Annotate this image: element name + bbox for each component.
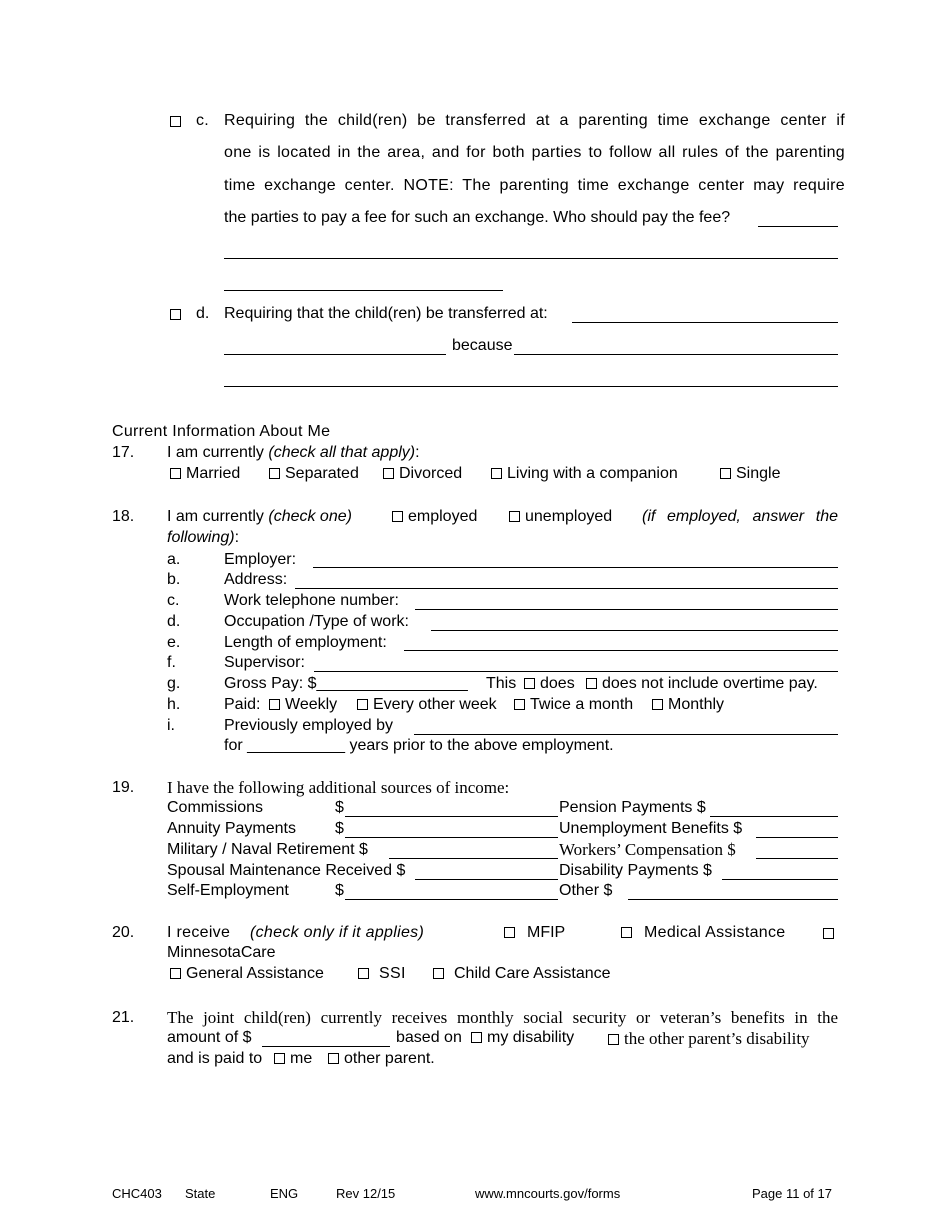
my-disability-checkbox[interactable] [471, 1032, 482, 1043]
q21-other-disability[interactable]: the other parent’s disability [608, 1029, 810, 1049]
q21-my-disability[interactable]: my disability [471, 1029, 574, 1047]
paid-twice-month[interactable]: Twice a month [514, 696, 633, 714]
length-employment-label: Length of employment: [224, 634, 387, 651]
q18h-letter: h. [167, 696, 181, 713]
other-parent-checkbox[interactable] [328, 1053, 339, 1064]
because-field[interactable] [514, 354, 838, 355]
self-employment-label: Self-Employment [167, 882, 289, 899]
divorced-checkbox[interactable] [383, 468, 394, 479]
minnesotacare-label: MinnesotaCare [167, 944, 276, 961]
because-field-line2[interactable] [224, 386, 838, 387]
workers-comp-field[interactable] [756, 858, 838, 859]
q21-line1: The joint child(ren) currently receives monthly social security or veteran’s benefits in the [167, 1008, 838, 1027]
item-c-line2: one is located in the area, and for both parties to follow all rules of the parenting [224, 144, 845, 161]
previous-employer-field[interactable] [414, 734, 838, 735]
employer-field[interactable] [313, 567, 838, 568]
ssi-checkbox[interactable] [358, 968, 369, 979]
q20-prefix: I receive [167, 924, 231, 941]
annuity-field[interactable] [345, 837, 558, 838]
q17-option-separated[interactable]: Separated [269, 465, 359, 483]
item-d-checkbox[interactable] [170, 309, 181, 320]
unemployment-field[interactable] [756, 837, 838, 838]
paid-label: Paid: [224, 696, 261, 713]
q20-ssi[interactable]: SSI [358, 965, 406, 983]
q17-option-companion[interactable]: Living with a companion [491, 465, 678, 483]
q20-general-assistance[interactable]: General Assistance [170, 965, 324, 983]
section-heading: Current Information About Me [112, 423, 331, 440]
q18b-letter: b. [167, 571, 181, 588]
medical-assistance-checkbox[interactable] [621, 927, 632, 938]
does-include-checkbox[interactable] [524, 678, 535, 689]
military-label: Military / Naval Retirement $ [167, 841, 368, 858]
q18i-letter: i. [167, 717, 175, 734]
transfer-location-field-line2[interactable] [224, 354, 446, 355]
employer-label: Employer: [224, 551, 297, 568]
address-field[interactable] [295, 588, 838, 589]
self-employment-field[interactable] [345, 899, 558, 900]
q17-option-single[interactable]: Single [720, 465, 780, 483]
q17-option-married[interactable]: Married [170, 465, 240, 483]
q18-note-line2: following): [167, 529, 240, 546]
fee-payer-field[interactable] [758, 226, 838, 227]
q20-medical-assistance[interactable]: Medical Assistance [621, 924, 785, 942]
footer-revision: Rev 12/15 [336, 1186, 396, 1201]
q18f-letter: f. [167, 654, 176, 671]
commissions-dollar: $ [335, 799, 344, 816]
spousal-label: Spousal Maintenance Received $ [167, 862, 406, 879]
gross-this: This [486, 675, 517, 692]
q17-text: I am currently (check all that apply): [167, 444, 420, 461]
item-d-letter: d. [196, 305, 210, 322]
paid-every-other-week[interactable]: Every other week [357, 696, 497, 714]
length-employment-field[interactable] [404, 650, 838, 651]
q18-note-line1: (if employed, answer the [642, 508, 838, 525]
occupation-field[interactable] [431, 630, 838, 631]
item-d-text: Requiring that the child(ren) be transferred at: [224, 305, 548, 322]
disability-field[interactable] [722, 879, 838, 880]
q21-me[interactable]: me [274, 1050, 312, 1068]
q20-number: 20. [112, 924, 135, 941]
paid-weekly[interactable]: Weekly [269, 696, 337, 714]
q21-paid-to: and is paid to [167, 1050, 263, 1067]
q21-amount-label: amount of $ [167, 1029, 252, 1046]
unemployed-checkbox[interactable] [509, 511, 520, 522]
item-c-line3: time exchange center. NOTE: The parenting time exchange center may require [224, 177, 845, 194]
q18a-letter: a. [167, 551, 181, 568]
commissions-field[interactable] [345, 816, 558, 817]
q17-number: 17. [112, 444, 135, 461]
monthly-checkbox[interactable] [652, 699, 663, 710]
address-label: Address: [224, 571, 288, 588]
q20-child-care[interactable]: Child Care Assistance [433, 965, 611, 983]
q20-instruction: (check only if it applies) [250, 924, 425, 941]
self-employment-dollar: $ [335, 882, 344, 899]
q17-option-divorced[interactable]: Divorced [383, 465, 462, 483]
q21-other-parent[interactable]: other parent. [328, 1050, 435, 1068]
employed-checkbox[interactable] [392, 511, 403, 522]
military-field[interactable] [389, 858, 558, 859]
child-care-checkbox[interactable] [433, 968, 444, 979]
other-field[interactable] [628, 899, 838, 900]
item-c-line1: Requiring the child(ren) be transferred at a parenting time exchange center if [224, 112, 845, 129]
q18g-letter: g. [167, 675, 181, 692]
q18c-letter: c. [167, 592, 180, 609]
q19-number: 19. [112, 779, 135, 796]
unemployment-label: Unemployment Benefits $ [559, 820, 743, 837]
footer-page-number: Page 11 of 17 [752, 1186, 832, 1201]
gross-pay-label[interactable]: Gross Pay: $_________________ [224, 675, 468, 692]
footer-form-code: CHC403 [112, 1186, 162, 1201]
item-c-checkbox[interactable] [170, 116, 181, 127]
me-checkbox[interactable] [274, 1053, 285, 1064]
separated-checkbox[interactable] [269, 468, 280, 479]
q18-number: 18. [112, 508, 135, 525]
commissions-label: Commissions [167, 799, 264, 816]
q18-text: I am currently (check one) [167, 508, 352, 525]
because-label: because [452, 337, 513, 354]
married-checkbox[interactable] [170, 468, 181, 479]
footer-url: www.mncourts.gov/forms [475, 1186, 621, 1201]
years-prior-text[interactable]: for ___________ years prior to the above employment. [224, 737, 614, 754]
q18-employed[interactable]: employed [392, 508, 477, 526]
workers-comp-label: Workers’ Compensation $ [559, 840, 736, 859]
disability-label: Disability Payments $ [559, 862, 712, 879]
general-assistance-checkbox[interactable] [170, 968, 181, 979]
footer-state: State [185, 1186, 216, 1201]
transfer-location-field[interactable] [572, 322, 838, 323]
item-c-letter: c. [196, 112, 210, 129]
other-disability-checkbox[interactable] [608, 1034, 619, 1045]
every-other-week-checkbox[interactable] [357, 699, 368, 710]
gross-does[interactable]: does [524, 675, 575, 693]
q18d-letter: d. [167, 613, 181, 630]
q21-based-on: based on [396, 1029, 462, 1046]
footer-language: ENG [270, 1186, 299, 1201]
annuity-label: Annuity Payments [167, 820, 296, 837]
single-checkbox[interactable] [720, 468, 731, 479]
supervisor-field[interactable] [314, 671, 838, 672]
paid-monthly[interactable]: Monthly [652, 696, 724, 714]
item-c-line4: the parties to pay a fee for such an exchange. Who should pay the fee? [224, 209, 731, 226]
mfip-checkbox[interactable] [504, 927, 515, 938]
supervisor-label: Supervisor: [224, 654, 305, 671]
other-label: Other $ [559, 882, 613, 899]
q21-number: 21. [112, 1009, 135, 1026]
work-phone-field[interactable] [415, 609, 838, 610]
benefit-amount-field[interactable] [262, 1046, 390, 1047]
previously-employed-label: Previously employed by [224, 717, 393, 734]
weekly-checkbox[interactable] [269, 699, 280, 710]
companion-checkbox[interactable] [491, 468, 502, 479]
work-phone-label: Work telephone number: [224, 592, 399, 609]
occupation-label: Occupation /Type of work: [224, 613, 409, 630]
fee-payer-field-line3[interactable] [224, 290, 503, 291]
spousal-field[interactable] [415, 879, 558, 880]
q19-intro: I have the following additional sources of income: [167, 778, 510, 797]
gross-does-not[interactable]: does not include overtime pay. [586, 675, 818, 693]
fee-payer-field-line2[interactable] [224, 258, 838, 259]
q18e-letter: e. [167, 634, 181, 651]
q20-mfip[interactable]: MFIP [504, 924, 565, 942]
twice-month-checkbox[interactable] [514, 699, 525, 710]
q18-unemployed[interactable]: unemployed [509, 508, 612, 526]
minnesotacare-checkbox[interactable] [823, 928, 834, 939]
annuity-dollar: $ [335, 820, 344, 837]
pension-field[interactable] [710, 816, 838, 817]
pension-label: Pension Payments $ [559, 799, 706, 816]
does-not-include-checkbox[interactable] [586, 678, 597, 689]
